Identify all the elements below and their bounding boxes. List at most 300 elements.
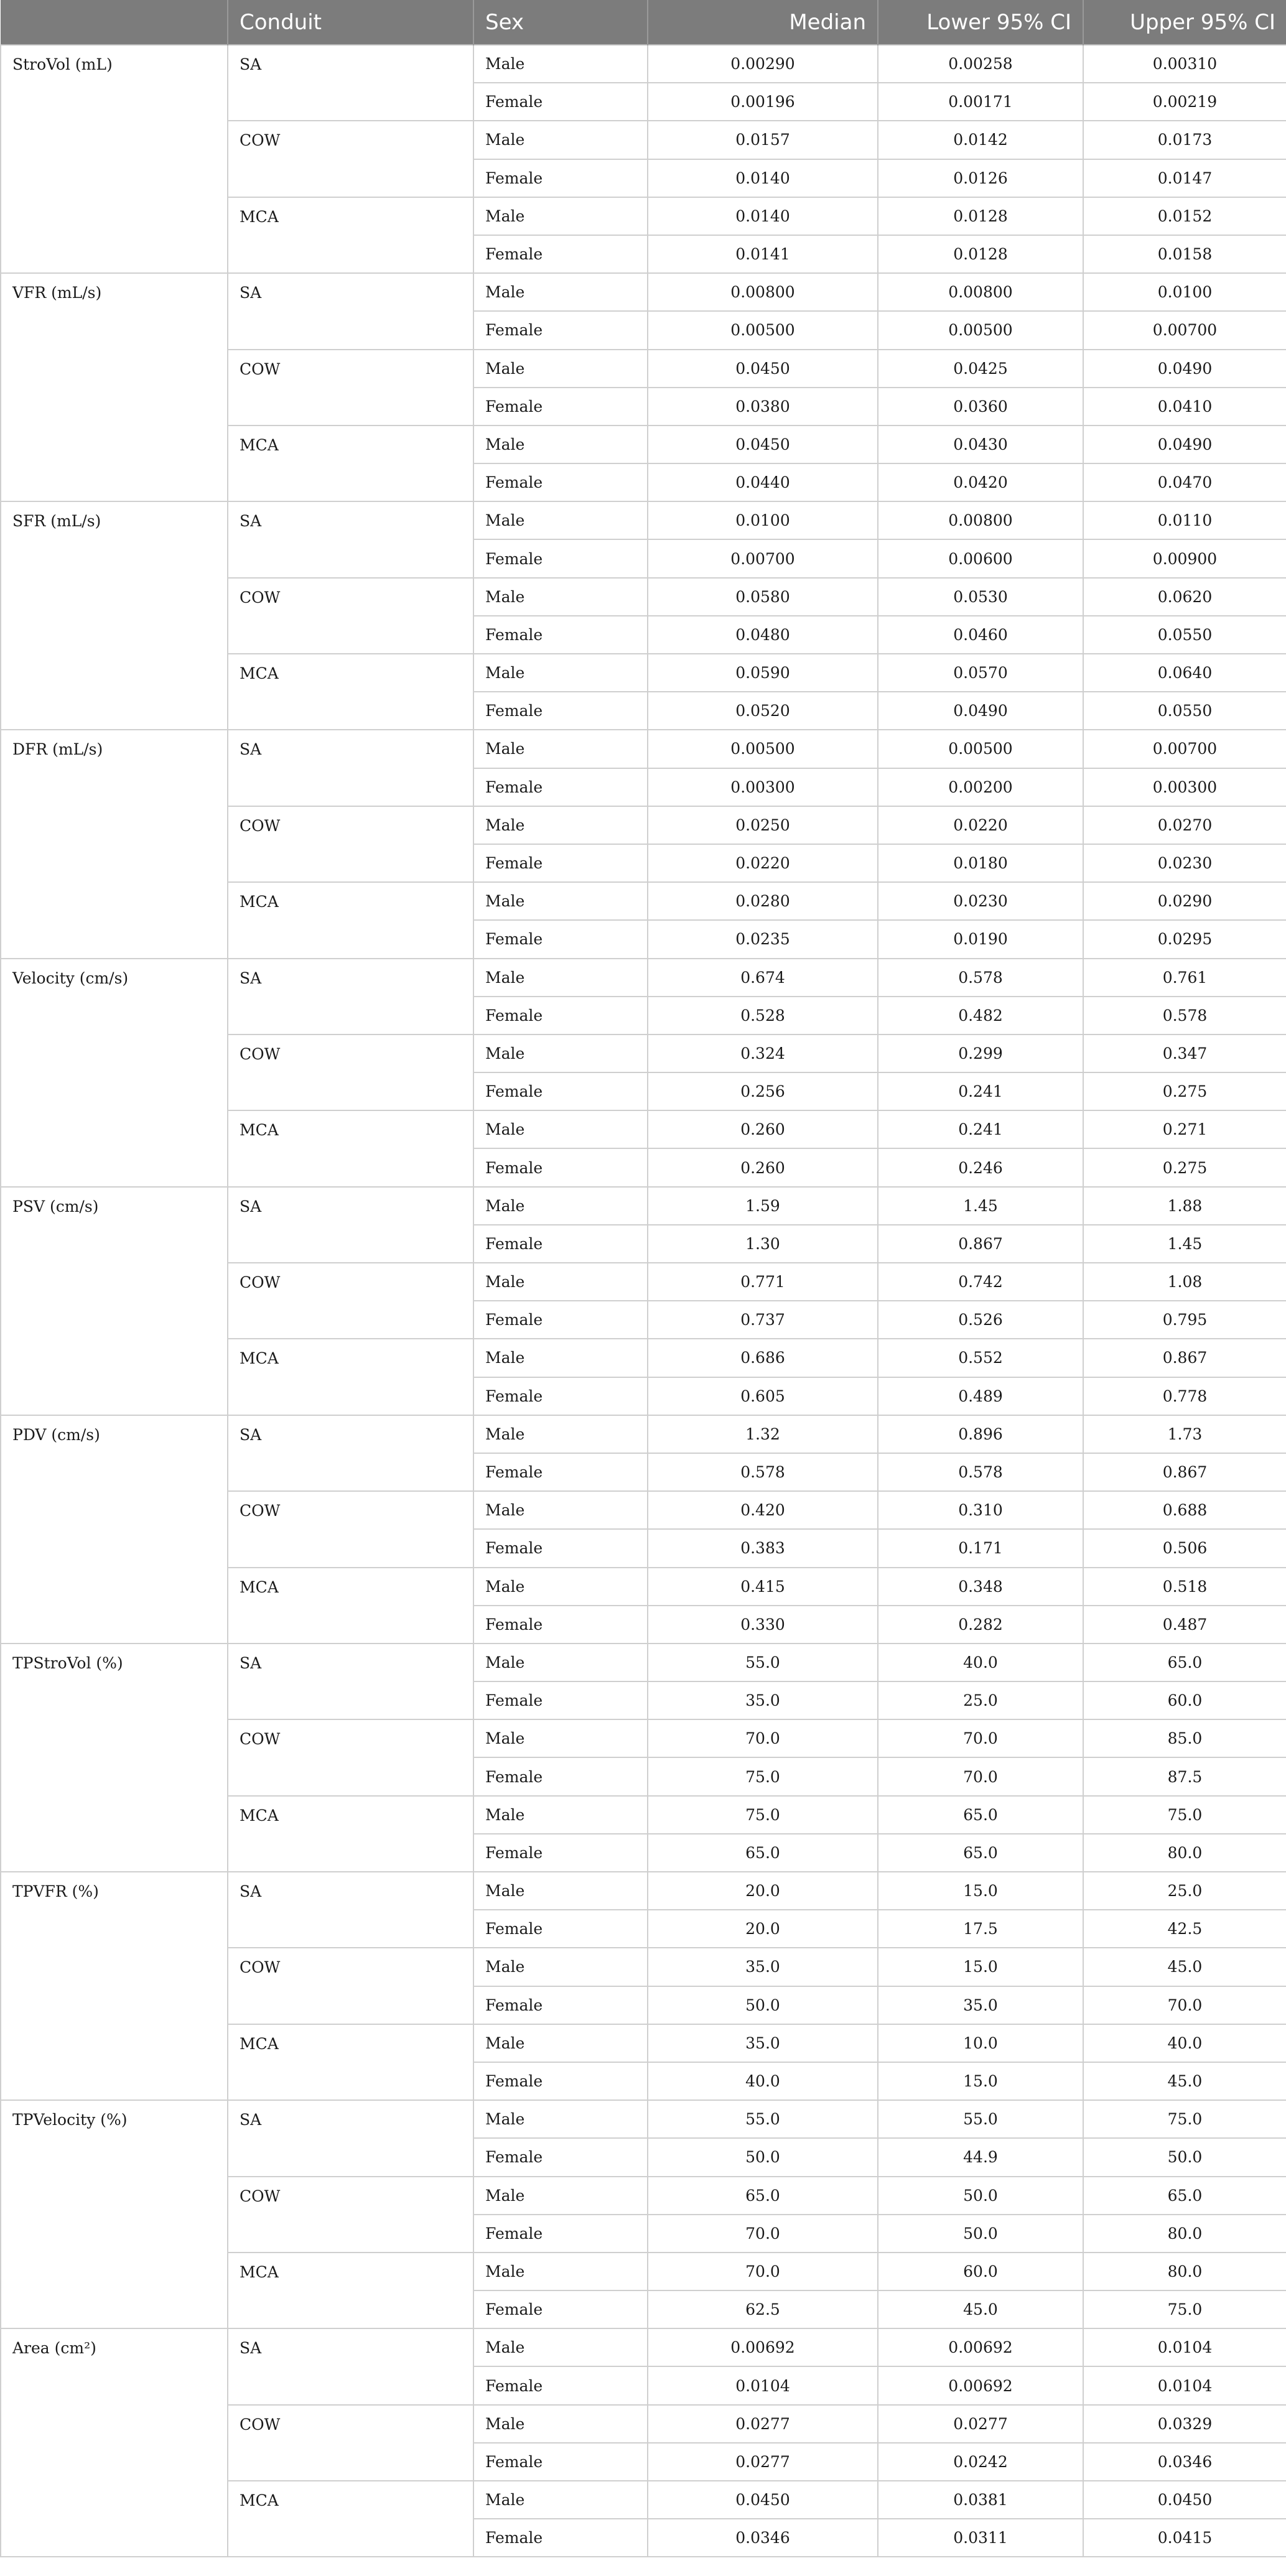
conduit-cell: SA — [228, 1415, 473, 1491]
sex-cell: Male — [473, 2253, 648, 2290]
lower-ci-cell: 55.0 — [878, 2100, 1083, 2138]
lower-ci-cell: 0.742 — [878, 1263, 1083, 1301]
lower-ci-cell: 0.310 — [878, 1491, 1083, 1529]
upper-ci-cell: 0.0329 — [1083, 2405, 1286, 2443]
sex-cell: Female — [473, 768, 648, 806]
sex-cell: Male — [473, 501, 648, 539]
lower-ci-cell: 0.00692 — [878, 2366, 1083, 2404]
sex-cell: Male — [473, 1568, 648, 1606]
parameter-cell: Velocity (cm/s) — [1, 959, 228, 1187]
parameter-cell: Area (cm²) — [1, 2328, 228, 2557]
sex-cell: Female — [473, 159, 648, 197]
sex-cell: Male — [473, 1719, 648, 1757]
upper-ci-cell: 42.5 — [1083, 1910, 1286, 1948]
conduit-cell: COW — [228, 350, 473, 425]
sex-cell: Female — [473, 1529, 648, 1567]
conduit-cell: MCA — [228, 425, 473, 501]
median-cell: 0.00290 — [648, 45, 878, 83]
median-cell: 0.737 — [648, 1301, 878, 1339]
upper-ci-cell: 0.0147 — [1083, 159, 1286, 197]
median-cell: 0.605 — [648, 1377, 878, 1415]
sex-cell: Male — [473, 2328, 648, 2366]
median-cell: 0.00196 — [648, 83, 878, 121]
median-cell: 0.0450 — [648, 2481, 878, 2519]
conduit-cell: COW — [228, 806, 473, 882]
upper-ci-cell: 0.795 — [1083, 1301, 1286, 1339]
lower-ci-cell: 0.578 — [878, 959, 1083, 997]
upper-ci-cell: 0.0346 — [1083, 2443, 1286, 2481]
median-cell: 0.0450 — [648, 350, 878, 388]
lower-ci-cell: 65.0 — [878, 1834, 1083, 1872]
upper-ci-cell: 0.0173 — [1083, 121, 1286, 159]
median-cell: 75.0 — [648, 1796, 878, 1834]
upper-ci-cell: 25.0 — [1083, 1872, 1286, 1910]
sex-cell: Female — [473, 920, 648, 958]
lower-ci-cell: 0.241 — [878, 1072, 1083, 1110]
sex-cell: Female — [473, 997, 648, 1035]
upper-ci-cell: 0.0270 — [1083, 806, 1286, 844]
lower-ci-cell: 35.0 — [878, 1986, 1083, 2024]
upper-ci-cell: 0.518 — [1083, 1568, 1286, 1606]
upper-ci-cell: 0.0450 — [1083, 2481, 1286, 2519]
median-cell: 0.00300 — [648, 768, 878, 806]
median-cell: 62.5 — [648, 2290, 878, 2328]
median-cell: 0.0277 — [648, 2405, 878, 2443]
upper-ci-cell: 0.00700 — [1083, 311, 1286, 349]
upper-ci-cell: 70.0 — [1083, 1986, 1286, 2024]
table-row — [1, 1872, 1286, 1910]
lower-ci-cell: 65.0 — [878, 1796, 1083, 1834]
median-cell: 0.0440 — [648, 463, 878, 501]
table-body — [1, 45, 1286, 2557]
sex-cell: Female — [473, 2519, 648, 2557]
sex-cell: Female — [473, 1225, 648, 1263]
upper-ci-cell: 0.00900 — [1083, 539, 1286, 577]
median-cell: 1.59 — [648, 1187, 878, 1225]
median-cell: 0.0104 — [648, 2366, 878, 2404]
upper-ci-cell: 40.0 — [1083, 2024, 1286, 2062]
conduit-cell: SA — [228, 501, 473, 577]
lower-ci-cell: 0.0126 — [878, 159, 1083, 197]
sex-cell: Male — [473, 273, 648, 311]
header-sex: Sex — [473, 0, 648, 45]
sex-cell: Female — [473, 616, 648, 654]
parameter-cell: VFR (mL/s) — [1, 273, 228, 501]
lower-ci-cell: 0.00800 — [878, 501, 1083, 539]
header-lower-ci: Lower 95% CI — [878, 0, 1083, 45]
lower-ci-cell: 10.0 — [878, 2024, 1083, 2062]
conduit-cell: COW — [228, 2177, 473, 2253]
upper-ci-cell: 0.0410 — [1083, 388, 1286, 425]
median-cell: 0.0346 — [648, 2519, 878, 2557]
lower-ci-cell: 0.482 — [878, 997, 1083, 1035]
sex-cell: Male — [473, 1035, 648, 1072]
sex-cell: Male — [473, 350, 648, 388]
upper-ci-cell: 0.0620 — [1083, 578, 1286, 616]
upper-ci-cell: 0.0415 — [1083, 2519, 1286, 2557]
upper-ci-cell: 0.0295 — [1083, 920, 1286, 958]
lower-ci-cell: 0.0230 — [878, 882, 1083, 920]
lower-ci-cell: 15.0 — [878, 1872, 1083, 1910]
median-cell: 0.0140 — [648, 159, 878, 197]
lower-ci-cell: 50.0 — [878, 2215, 1083, 2253]
lower-ci-cell: 0.0530 — [878, 578, 1083, 616]
lower-ci-cell: 70.0 — [878, 1757, 1083, 1795]
upper-ci-cell: 0.275 — [1083, 1072, 1286, 1110]
upper-ci-cell: 0.271 — [1083, 1110, 1286, 1148]
median-cell: 65.0 — [648, 2177, 878, 2215]
median-cell: 40.0 — [648, 2062, 878, 2100]
conduit-cell: SA — [228, 1872, 473, 1948]
upper-ci-cell: 1.45 — [1083, 1225, 1286, 1263]
median-cell: 0.0480 — [648, 616, 878, 654]
median-cell: 0.0450 — [648, 425, 878, 463]
lower-ci-cell: 0.0242 — [878, 2443, 1083, 2481]
sex-cell: Male — [473, 1948, 648, 1986]
lower-ci-cell: 0.00500 — [878, 730, 1083, 768]
median-cell: 70.0 — [648, 1719, 878, 1757]
lower-ci-cell: 0.00692 — [878, 2328, 1083, 2366]
median-cell: 0.260 — [648, 1110, 878, 1148]
lower-ci-cell: 0.0430 — [878, 425, 1083, 463]
upper-ci-cell: 0.0104 — [1083, 2328, 1286, 2366]
upper-ci-cell: 0.00219 — [1083, 83, 1286, 121]
lower-ci-cell: 0.282 — [878, 1606, 1083, 1644]
sex-cell: Female — [473, 1986, 648, 2024]
sex-cell: Male — [473, 654, 648, 692]
lower-ci-cell: 0.00500 — [878, 311, 1083, 349]
parameter-cell: TPVelocity (%) — [1, 2100, 228, 2328]
table-row — [1, 959, 1286, 997]
header-parameter — [1, 0, 228, 45]
lower-ci-cell: 0.0311 — [878, 2519, 1083, 2557]
lower-ci-cell: 0.0360 — [878, 388, 1083, 425]
upper-ci-cell: 0.0550 — [1083, 692, 1286, 730]
conduit-cell: SA — [228, 1187, 473, 1263]
lower-ci-cell: 0.246 — [878, 1148, 1083, 1186]
conduit-cell: MCA — [228, 1568, 473, 1644]
lower-ci-cell: 70.0 — [878, 1719, 1083, 1757]
sex-cell: Female — [473, 463, 648, 501]
conduit-cell: MCA — [228, 197, 473, 273]
conduit-cell: MCA — [228, 1796, 473, 1872]
sex-cell: Female — [473, 844, 648, 882]
upper-ci-cell: 75.0 — [1083, 2290, 1286, 2328]
sex-cell: Male — [473, 1263, 648, 1301]
lower-ci-cell: 0.896 — [878, 1415, 1083, 1453]
median-cell: 0.0277 — [648, 2443, 878, 2481]
median-cell: 0.686 — [648, 1339, 878, 1377]
upper-ci-cell: 0.0550 — [1083, 616, 1286, 654]
table-row — [1, 273, 1286, 311]
upper-ci-cell: 45.0 — [1083, 1948, 1286, 1986]
conduit-cell: SA — [228, 1644, 473, 1719]
sex-cell: Male — [473, 2100, 648, 2138]
header-row — [1, 0, 1286, 45]
median-cell: 0.0235 — [648, 920, 878, 958]
upper-ci-cell: 0.0158 — [1083, 235, 1286, 273]
upper-ci-cell: 0.275 — [1083, 1148, 1286, 1186]
median-cell: 20.0 — [648, 1872, 878, 1910]
median-cell: 0.0280 — [648, 882, 878, 920]
conduit-cell: COW — [228, 1035, 473, 1110]
upper-ci-cell: 1.88 — [1083, 1187, 1286, 1225]
sex-cell: Male — [473, 2481, 648, 2519]
lower-ci-cell: 0.0277 — [878, 2405, 1083, 2443]
table-row — [1, 2100, 1286, 2138]
median-cell: 0.528 — [648, 997, 878, 1035]
table-header — [1, 0, 1286, 45]
conduit-cell: MCA — [228, 2481, 473, 2557]
upper-ci-cell: 0.0470 — [1083, 463, 1286, 501]
median-cell: 35.0 — [648, 2024, 878, 2062]
conduit-cell: SA — [228, 45, 473, 121]
median-cell: 55.0 — [648, 2100, 878, 2138]
lower-ci-cell: 0.348 — [878, 1568, 1083, 1606]
upper-ci-cell: 0.347 — [1083, 1035, 1286, 1072]
median-cell: 0.00800 — [648, 273, 878, 311]
upper-ci-cell: 85.0 — [1083, 1719, 1286, 1757]
median-cell: 0.00500 — [648, 730, 878, 768]
conduit-cell: MCA — [228, 882, 473, 958]
median-cell: 1.32 — [648, 1415, 878, 1453]
median-cell: 50.0 — [648, 1986, 878, 2024]
conduit-cell: SA — [228, 273, 473, 349]
sex-cell: Female — [473, 2443, 648, 2481]
sex-cell: Female — [473, 1834, 648, 1872]
lower-ci-cell: 0.299 — [878, 1035, 1083, 1072]
median-cell: 35.0 — [648, 1948, 878, 1986]
conduit-cell: MCA — [228, 654, 473, 730]
median-cell: 0.0580 — [648, 578, 878, 616]
upper-ci-cell: 0.487 — [1083, 1606, 1286, 1644]
conduit-cell: SA — [228, 730, 473, 806]
parameter-cell: PDV (cm/s) — [1, 1415, 228, 1644]
sex-cell: Female — [473, 235, 648, 273]
lower-ci-cell: 0.867 — [878, 1225, 1083, 1263]
lower-ci-cell: 0.489 — [878, 1377, 1083, 1415]
sex-cell: Male — [473, 197, 648, 235]
upper-ci-cell: 0.0104 — [1083, 2366, 1286, 2404]
upper-ci-cell: 0.0490 — [1083, 350, 1286, 388]
sex-cell: Female — [473, 1301, 648, 1339]
table-row — [1, 501, 1286, 539]
median-cell: 0.0380 — [648, 388, 878, 425]
sex-cell: Female — [473, 2366, 648, 2404]
median-cell: 0.0141 — [648, 235, 878, 273]
lower-ci-cell: 0.0180 — [878, 844, 1083, 882]
upper-ci-cell: 0.0640 — [1083, 654, 1286, 692]
lower-ci-cell: 0.0220 — [878, 806, 1083, 844]
lower-ci-cell: 0.0460 — [878, 616, 1083, 654]
lower-ci-cell: 40.0 — [878, 1644, 1083, 1681]
sex-cell: Male — [473, 2405, 648, 2443]
sex-cell: Male — [473, 1415, 648, 1453]
sex-cell: Female — [473, 1757, 648, 1795]
upper-ci-cell: 0.00700 — [1083, 730, 1286, 768]
upper-ci-cell: 0.761 — [1083, 959, 1286, 997]
median-cell: 0.578 — [648, 1453, 878, 1491]
median-cell: 0.0590 — [648, 654, 878, 692]
lower-ci-cell: 0.00171 — [878, 83, 1083, 121]
lower-ci-cell: 0.0128 — [878, 197, 1083, 235]
table-row — [1, 730, 1286, 768]
lower-ci-cell: 17.5 — [878, 1910, 1083, 1948]
sex-cell: Male — [473, 2024, 648, 2062]
conduit-cell: COW — [228, 1948, 473, 2024]
upper-ci-cell: 1.73 — [1083, 1415, 1286, 1453]
sex-cell: Male — [473, 730, 648, 768]
lower-ci-cell: 45.0 — [878, 2290, 1083, 2328]
median-cell: 0.420 — [648, 1491, 878, 1529]
sex-cell: Female — [473, 2290, 648, 2328]
upper-ci-cell: 75.0 — [1083, 1796, 1286, 1834]
lower-ci-cell: 0.0381 — [878, 2481, 1083, 2519]
lower-ci-cell: 0.0570 — [878, 654, 1083, 692]
upper-ci-cell: 80.0 — [1083, 2253, 1286, 2290]
lower-ci-cell: 15.0 — [878, 1948, 1083, 1986]
upper-ci-cell: 0.0152 — [1083, 197, 1286, 235]
median-cell: 75.0 — [648, 1757, 878, 1795]
sex-cell: Male — [473, 1872, 648, 1910]
lower-ci-cell: 0.00800 — [878, 273, 1083, 311]
upper-ci-cell: 0.778 — [1083, 1377, 1286, 1415]
upper-ci-cell: 0.0490 — [1083, 425, 1286, 463]
upper-ci-cell: 80.0 — [1083, 1834, 1286, 1872]
lower-ci-cell: 0.00600 — [878, 539, 1083, 577]
median-cell: 0.0250 — [648, 806, 878, 844]
upper-ci-cell: 0.688 — [1083, 1491, 1286, 1529]
sex-cell: Male — [473, 1644, 648, 1681]
lower-ci-cell: 0.0128 — [878, 235, 1083, 273]
median-cell: 70.0 — [648, 2215, 878, 2253]
sex-cell: Female — [473, 1377, 648, 1415]
median-cell: 0.260 — [648, 1148, 878, 1186]
lower-ci-cell: 0.0425 — [878, 350, 1083, 388]
median-cell: 0.324 — [648, 1035, 878, 1072]
median-cell: 0.0100 — [648, 501, 878, 539]
parameter-cell: TPVFR (%) — [1, 1872, 228, 2100]
sex-cell: Male — [473, 2177, 648, 2215]
sex-cell: Female — [473, 1453, 648, 1491]
lower-ci-cell: 60.0 — [878, 2253, 1083, 2290]
sex-cell: Female — [473, 2138, 648, 2176]
parameter-cell: StroVol (mL) — [1, 45, 228, 273]
upper-ci-cell: 0.867 — [1083, 1339, 1286, 1377]
conduit-cell: COW — [228, 1491, 473, 1567]
upper-ci-cell: 0.578 — [1083, 997, 1286, 1035]
sex-cell: Female — [473, 1910, 648, 1948]
median-cell: 65.0 — [648, 1834, 878, 1872]
conduit-cell: SA — [228, 2328, 473, 2404]
parameter-cell: SFR (mL/s) — [1, 501, 228, 730]
parameter-cell: DFR (mL/s) — [1, 730, 228, 958]
lower-ci-cell: 0.0142 — [878, 121, 1083, 159]
upper-ci-cell: 75.0 — [1083, 2100, 1286, 2138]
lower-ci-cell: 15.0 — [878, 2062, 1083, 2100]
lower-ci-cell: 0.00258 — [878, 45, 1083, 83]
conduit-cell: MCA — [228, 1110, 473, 1186]
median-cell: 1.30 — [648, 1225, 878, 1263]
header-conduit: Conduit — [228, 0, 473, 45]
sex-cell: Female — [473, 83, 648, 121]
lower-ci-cell: 0.552 — [878, 1339, 1083, 1377]
median-cell: 0.415 — [648, 1568, 878, 1606]
upper-ci-cell: 60.0 — [1083, 1681, 1286, 1719]
median-cell: 20.0 — [648, 1910, 878, 1948]
conduit-cell: MCA — [228, 2253, 473, 2328]
sex-cell: Female — [473, 1072, 648, 1110]
lower-ci-cell: 1.45 — [878, 1187, 1083, 1225]
sex-cell: Female — [473, 1681, 648, 1719]
median-cell: 0.00500 — [648, 311, 878, 349]
sex-cell: Male — [473, 45, 648, 83]
median-cell: 0.0140 — [648, 197, 878, 235]
sex-cell: Female — [473, 692, 648, 730]
upper-ci-cell: 0.00300 — [1083, 768, 1286, 806]
sex-cell: Male — [473, 1796, 648, 1834]
upper-ci-cell: 0.0290 — [1083, 882, 1286, 920]
conduit-cell: MCA — [228, 2024, 473, 2100]
upper-ci-cell: 65.0 — [1083, 2177, 1286, 2215]
conduit-cell: COW — [228, 578, 473, 654]
median-cell: 0.771 — [648, 1263, 878, 1301]
upper-ci-cell: 0.00310 — [1083, 45, 1286, 83]
upper-ci-cell: 0.867 — [1083, 1453, 1286, 1491]
lower-ci-cell: 0.00200 — [878, 768, 1083, 806]
header-median: Median — [648, 0, 878, 45]
sex-cell: Male — [473, 806, 648, 844]
lower-ci-cell: 0.0490 — [878, 692, 1083, 730]
median-cell: 0.674 — [648, 959, 878, 997]
conduit-cell: SA — [228, 959, 473, 1035]
table-row — [1, 2328, 1286, 2366]
lower-ci-cell: 0.171 — [878, 1529, 1083, 1567]
sex-cell: Female — [473, 1148, 648, 1186]
sex-cell: Male — [473, 959, 648, 997]
conduit-cell: SA — [228, 2100, 473, 2176]
upper-ci-cell: 0.0230 — [1083, 844, 1286, 882]
lower-ci-cell: 0.526 — [878, 1301, 1083, 1339]
sex-cell: Female — [473, 2215, 648, 2253]
conduit-cell: COW — [228, 121, 473, 197]
conduit-cell: COW — [228, 2405, 473, 2481]
median-cell: 0.00700 — [648, 539, 878, 577]
upper-ci-cell: 45.0 — [1083, 2062, 1286, 2100]
lower-ci-cell: 0.578 — [878, 1453, 1083, 1491]
sex-cell: Male — [473, 1491, 648, 1529]
conduit-cell: COW — [228, 1719, 473, 1795]
median-cell: 0.256 — [648, 1072, 878, 1110]
lower-ci-cell: 0.0420 — [878, 463, 1083, 501]
median-cell: 0.00692 — [648, 2328, 878, 2366]
upper-ci-cell: 0.0110 — [1083, 501, 1286, 539]
sex-cell: Female — [473, 388, 648, 425]
median-cell: 70.0 — [648, 2253, 878, 2290]
median-cell: 0.330 — [648, 1606, 878, 1644]
sex-cell: Male — [473, 882, 648, 920]
lower-ci-cell: 25.0 — [878, 1681, 1083, 1719]
upper-ci-cell: 65.0 — [1083, 1644, 1286, 1681]
sex-cell: Female — [473, 2062, 648, 2100]
median-cell: 0.0520 — [648, 692, 878, 730]
sex-cell: Female — [473, 539, 648, 577]
sex-cell: Male — [473, 578, 648, 616]
median-cell: 0.0157 — [648, 121, 878, 159]
median-cell: 50.0 — [648, 2138, 878, 2176]
lower-ci-cell: 50.0 — [878, 2177, 1083, 2215]
table-row — [1, 1415, 1286, 1453]
